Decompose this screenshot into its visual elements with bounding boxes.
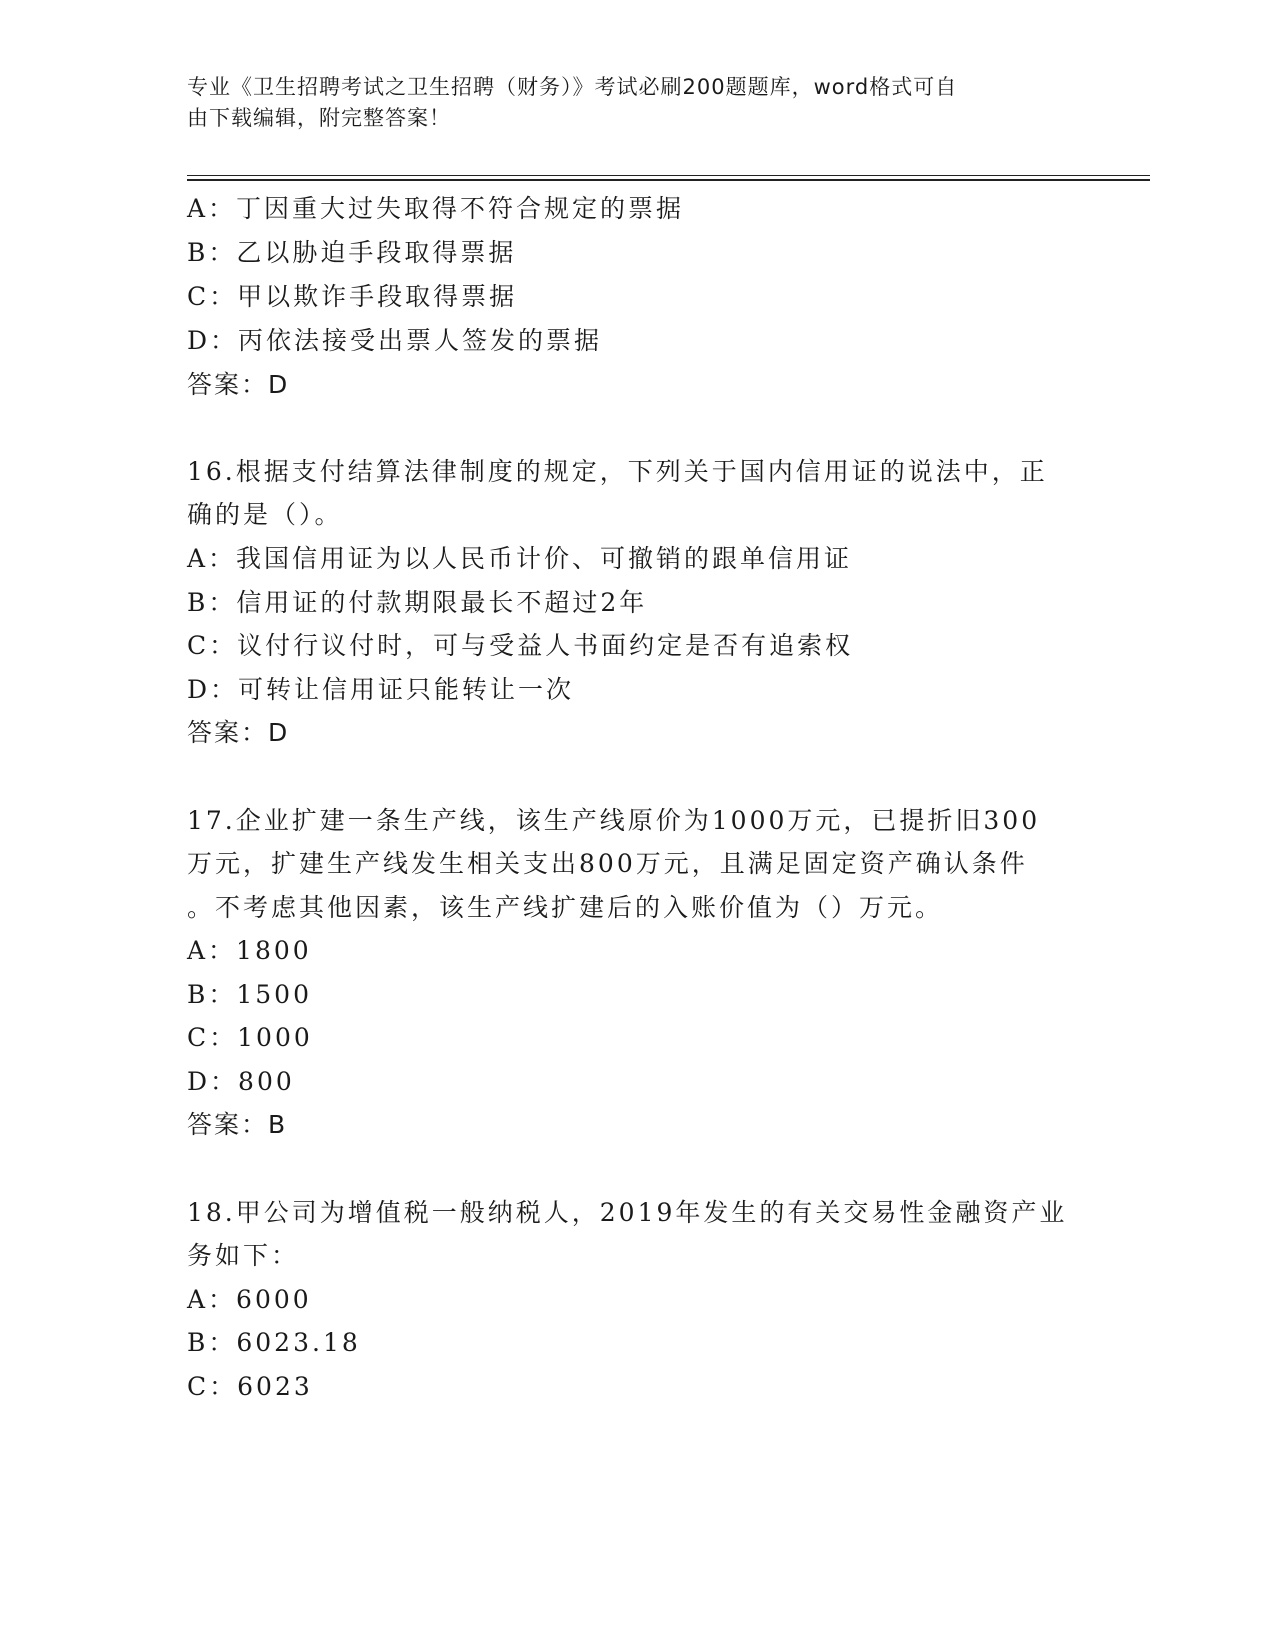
header-line-1: 专业《卫生招聘考试之卫生招聘（财务）》考试必刷200题题库，word格式可自 bbox=[187, 75, 958, 99]
q17-answer: 答案：B bbox=[187, 1110, 288, 1139]
q16-option-b: B：信用证的付款期限最长不超过2年 bbox=[187, 588, 648, 617]
prev-option-d: D：丙依法接受出票人签发的票据 bbox=[187, 326, 603, 355]
q18-option-c: C：6023 bbox=[187, 1372, 313, 1401]
q17-option-c: C：1000 bbox=[187, 1023, 313, 1052]
q16-option-a: A：我国信用证为以人民币计价、可撤销的跟单信用证 bbox=[187, 544, 853, 573]
q17-stem-line-2: 万元，扩建生产线发生相关支出800万元，且满足固定资产确认条件 bbox=[187, 849, 1028, 878]
prev-answer: 答案：D bbox=[187, 370, 290, 399]
q17-stem-line-3: 。不考虑其他因素，该生产线扩建后的入账价值为（）万元。 bbox=[187, 893, 944, 922]
q18-option-b: B：6023.18 bbox=[187, 1328, 361, 1357]
q16-option-c: C：议付行议付时，可与受益人书面约定是否有追索权 bbox=[187, 631, 854, 660]
header-rule-thin bbox=[187, 175, 1150, 176]
q17-option-a: A：1800 bbox=[187, 936, 312, 965]
q16-stem-line-2: 确的是（）。 bbox=[187, 500, 343, 529]
q16-stem-line-1: 16.根据支付结算法律制度的规定，下列关于国内信用证的说法中，正 bbox=[187, 457, 1048, 486]
q18-option-a: A：6000 bbox=[187, 1285, 312, 1314]
document-header bbox=[187, 72, 1087, 134]
q18-stem-line-1: 18.甲公司为增值税一般纳税人，2019年发生的有关交易性金融资产业 bbox=[187, 1198, 1068, 1227]
header-line-2: 由下载编辑，附完整答案！ bbox=[187, 106, 451, 130]
prev-option-a: A：丁因重大过失取得不符合规定的票据 bbox=[187, 194, 685, 223]
q17-option-d: D：800 bbox=[187, 1067, 295, 1096]
q17-option-b: B：1500 bbox=[187, 980, 312, 1009]
q16-answer: 答案：D bbox=[187, 718, 290, 747]
q17-stem-line-1: 17.企业扩建一条生产线，该生产线原价为1000万元，已提折旧300 bbox=[187, 806, 1041, 835]
header-rule-thick bbox=[187, 179, 1150, 181]
prev-option-c: C：甲以欺诈手段取得票据 bbox=[187, 282, 518, 311]
q16-option-d: D：可转让信用证只能转让一次 bbox=[187, 675, 575, 704]
prev-option-b: B：乙以胁迫手段取得票据 bbox=[187, 238, 517, 267]
q18-stem-line-2: 务如下： bbox=[187, 1241, 300, 1270]
